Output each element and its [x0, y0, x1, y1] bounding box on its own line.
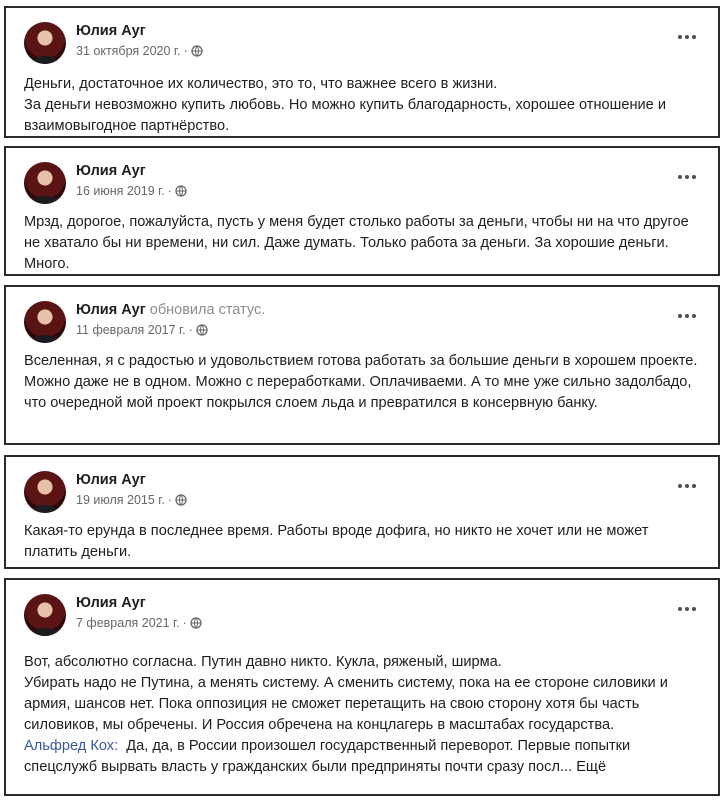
- more-dot-icon: [678, 314, 682, 318]
- post-meta: [76, 44, 203, 58]
- more-dot-icon: [685, 314, 689, 318]
- more-dot-icon: [692, 35, 696, 39]
- post-card: [4, 6, 720, 138]
- quote-author-link[interactable]: Альфред Кох:: [24, 738, 119, 754]
- avatar[interactable]: [24, 471, 66, 513]
- author-name[interactable]: Юлия Ауг: [76, 595, 146, 611]
- author-line: [76, 162, 150, 180]
- post-header: [6, 148, 718, 198]
- author-line: [76, 471, 150, 489]
- post-paragraph: Мрзд, дорогое, пожалуйста, пусть у меня будет столько работы за деньги, чтобы ни на что другое не хватало бы ни времени, ни сил. Даже думать. Только работа за деньги. За хорошие деньги. Много.: [24, 214, 689, 272]
- more-dot-icon: [678, 484, 682, 488]
- post-text: [24, 521, 704, 563]
- globe-icon: [196, 324, 208, 336]
- post-date[interactable]: 31 октября 2020 г.: [76, 44, 181, 58]
- post-text: [24, 351, 704, 414]
- post-card: [4, 285, 720, 445]
- meta-separator: ·: [188, 323, 193, 337]
- author-name[interactable]: Юлия Ауг: [76, 302, 146, 318]
- meta-separator: ·: [167, 184, 172, 198]
- post-date[interactable]: 7 февраля 2021 г.: [76, 616, 180, 630]
- more-dot-icon: [685, 484, 689, 488]
- globe-icon: [190, 617, 202, 629]
- author-name[interactable]: Юлия Ауг: [76, 23, 146, 39]
- see-more-link[interactable]: Ещё: [576, 759, 607, 775]
- post-card: [4, 455, 720, 569]
- post-paragraph: Убирать надо не Путина, а менять систему. А сменить систему, пока на ее стороне силовики и армия, шансов нет. Пока оппозиция не сможет перетащить на свою сторону хотя бы часть силовиков, мы обречены. И Россия обречена на концлагерь в масштабах государства.: [24, 675, 668, 733]
- more-dot-icon: [678, 175, 682, 179]
- more-options-button[interactable]: [676, 602, 700, 616]
- more-options-button[interactable]: [676, 30, 700, 44]
- post-card: [4, 578, 720, 796]
- more-dot-icon: [678, 607, 682, 611]
- post-paragraph: Вселенная, я с радостью и удовольствием готова работать за большие деньги в хорошем проекте. Можно даже не в одном. Можно с переработками. Оплачиваеми. А то мне уже сильно задолбадо, что очередной мой проект покрылся слоем льда и превратился в консервную банку.: [24, 353, 698, 411]
- meta-separator: ·: [183, 44, 188, 58]
- post-date[interactable]: 16 июня 2019 г.: [76, 184, 165, 198]
- more-options-button[interactable]: [676, 479, 700, 493]
- author-name[interactable]: Юлия Ауг: [76, 472, 146, 488]
- author-line: [76, 301, 265, 319]
- post-paragraph: Какая-то ерунда в последнее время. Работы вроде дофига, но никто не хочет или не может платить деньги.: [24, 523, 649, 560]
- more-dot-icon: [685, 175, 689, 179]
- post-header: [6, 457, 718, 507]
- more-options-button[interactable]: [676, 309, 700, 323]
- author-line: [76, 594, 150, 612]
- more-dot-icon: [692, 484, 696, 488]
- more-options-button[interactable]: [676, 170, 700, 184]
- post-card: [4, 146, 720, 276]
- globe-icon: [191, 45, 203, 57]
- post-date[interactable]: 11 февраля 2017 г.: [76, 323, 186, 337]
- post-meta: [76, 493, 187, 507]
- avatar[interactable]: [24, 301, 66, 343]
- more-dot-icon: [685, 35, 689, 39]
- author-name[interactable]: Юлия Ауг: [76, 163, 146, 179]
- more-dot-icon: [692, 175, 696, 179]
- avatar[interactable]: [24, 594, 66, 636]
- post-text: [24, 212, 704, 275]
- post-meta: [76, 184, 187, 198]
- post-paragraph: Деньги, достаточное их количество, это то, что важнее всего в жизни.: [24, 76, 498, 92]
- post-text: [24, 652, 704, 778]
- globe-icon: [175, 185, 187, 197]
- quote-text: Да, да, в России произошел государственный переворот. Первые попытки спецслужб вырвать власть у гражданских были предприняты почти сразу посл...: [24, 738, 631, 775]
- more-dot-icon: [678, 35, 682, 39]
- post-meta: [76, 616, 202, 630]
- post-meta: [76, 323, 208, 337]
- more-dot-icon: [685, 607, 689, 611]
- post-header: [6, 287, 718, 337]
- post-paragraph: Вот, абсолютно согласна. Путин давно никто. Кукла, ряженый, ширма.: [24, 654, 502, 670]
- post-header: [6, 580, 718, 630]
- more-dot-icon: [692, 607, 696, 611]
- post-header: [6, 8, 718, 58]
- avatar[interactable]: [24, 162, 66, 204]
- globe-icon: [175, 494, 187, 506]
- post-text: [24, 74, 704, 137]
- shared-quote: [24, 736, 704, 778]
- post-date[interactable]: 19 июля 2015 г.: [76, 493, 165, 507]
- meta-separator: ·: [167, 493, 172, 507]
- post-paragraph: За деньги невозможно купить любовь. Но можно купить благодарность, хорошее отношение и взаимовыгодное партнёрство.: [24, 97, 667, 134]
- more-dot-icon: [692, 314, 696, 318]
- author-action: обновила статус.: [149, 302, 266, 318]
- meta-separator: ·: [182, 616, 187, 630]
- author-line: [76, 22, 150, 40]
- avatar[interactable]: [24, 22, 66, 64]
